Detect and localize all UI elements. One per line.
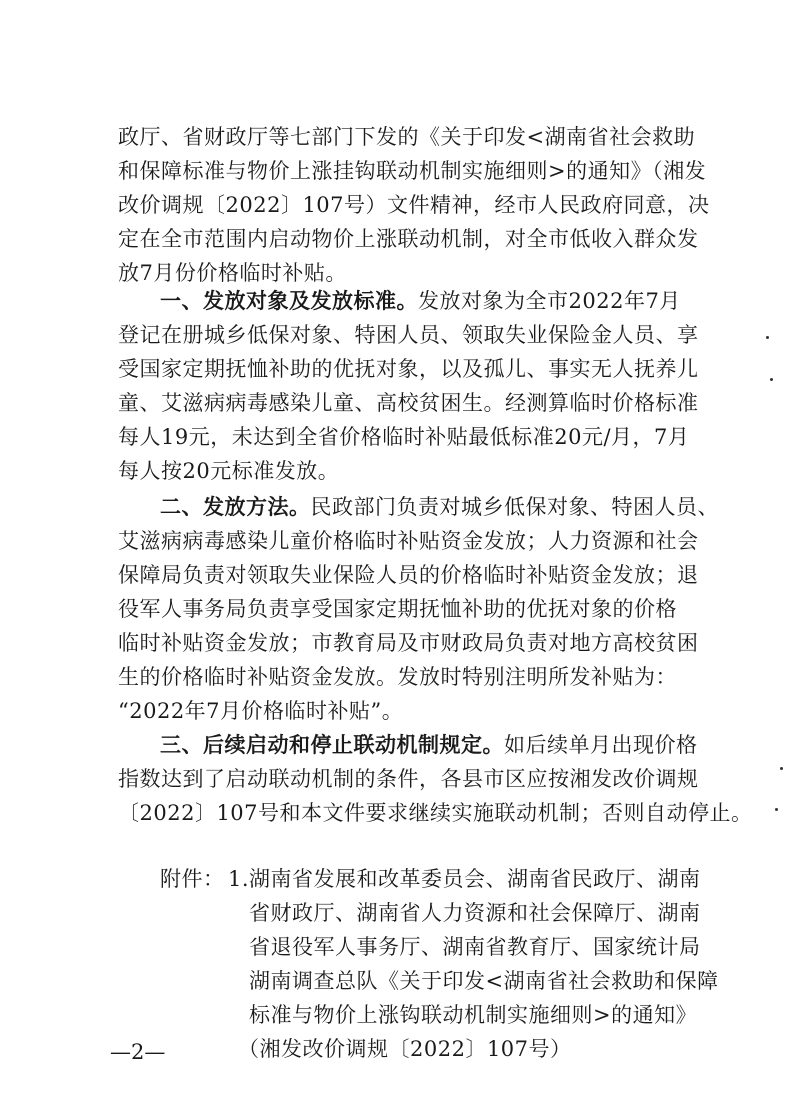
intro-line-4: 定在全市范围内启动物价上涨联动机制，对全市低收入群众发: [118, 227, 699, 251]
section3-line-3: 〔2022〕107号和本文件要求继续实施联动机制；否则自动停止。: [118, 801, 753, 825]
section1-first-line: [160, 287, 681, 315]
section1-first-rest: 发放对象为全市2022年7月: [418, 289, 681, 313]
section2-heading: 二、发放方法。: [160, 494, 311, 519]
intro-line-1: 政厅、省财政厅等七部门下发的《关于印发<湖南省社会救助: [118, 125, 696, 149]
scan-speck: [770, 378, 773, 381]
scan-speck: [766, 336, 769, 339]
intro-line-5: 放7月份价格临时补贴。: [118, 261, 347, 285]
section1-line-4: 童、艾滋病病毒感染儿童、高校贫困生。经测算临时价格标准: [118, 391, 699, 415]
section2-line-5: 临时补贴资金发放；市教育局及市财政局负责对地方高校贫困: [118, 631, 699, 655]
section1-line-5: 每人19元，未达到全省价格临时补贴最低标准20元/月，7月: [118, 425, 690, 449]
section3-first-line: [160, 731, 698, 759]
attachment-line-4: 湖南调查总队《关于印发<湖南省社会救助和保障: [249, 969, 719, 993]
section2-line-2: 艾滋病病毒感染儿童价格临时补贴资金发放；人力资源和社会: [118, 529, 699, 553]
intro-line-2: 和保障标准与物价上涨挂钩联动机制实施细则>的通知》（湘发: [118, 159, 707, 183]
section3-line-2: 指数达到了启动联动机制的条件，各县市区应按湘发改价调规: [118, 767, 699, 791]
section3-heading: 三、后续启动和停止联动机制规定。: [160, 732, 504, 757]
attachment-line-3: 省退役军人事务厅、湖南省教育厅、国家统计局: [249, 935, 701, 959]
section2-first-line: [160, 493, 719, 521]
section1-line-6: 每人按20元标准发放。: [118, 459, 340, 483]
section1-heading: 一、发放对象及发放标准。: [160, 288, 418, 313]
section2-line-7: “2022年7月价格临时补贴”。: [118, 699, 404, 723]
section2-first-rest: 民政部门负责对城乡低保对象、特困人员、: [310, 495, 719, 519]
section1-line-2: 登记在册城乡低保对象、特困人员、领取失业保险金人员、享: [118, 323, 699, 347]
scan-speck: [780, 767, 783, 770]
page-number: —2—: [110, 1040, 166, 1064]
section1-line-3: 受国家定期抚恤补助的优抚对象，以及孤儿、事实无人抚养儿: [118, 357, 699, 381]
intro-line-3: 改价调规〔2022〕107号）文件精神，经市人民政府同意，决: [118, 193, 710, 217]
attachment-line-6: （湘发改价调规〔2022〕107号）: [238, 1037, 572, 1061]
attachment-line-2: 省财政厅、湖南省人力资源和社会保障厅、湖南: [249, 901, 701, 925]
section3-first-rest: 如后续单月出现价格: [504, 733, 698, 757]
section2-line-3: 保障局负责对领取失业保险人员的价格临时补贴资金发放；退: [118, 563, 699, 587]
attachment-line-5: 标准与物价上涨钩联动机制实施细则>的通知》: [249, 1003, 698, 1027]
attachment-line-1: 1.湖南省发展和改革委员会、湖南省民政厅、湖南: [228, 867, 701, 891]
scan-speck: [775, 808, 778, 811]
section2-line-4: 役军人事务局负责享受国家定期抚恤补助的优抚对象的价格: [118, 597, 677, 621]
section2-line-6: 生的价格临时补贴资金发放。发放时特别注明所发补贴为：: [118, 665, 677, 689]
attachment-label: 附件：: [160, 867, 225, 891]
